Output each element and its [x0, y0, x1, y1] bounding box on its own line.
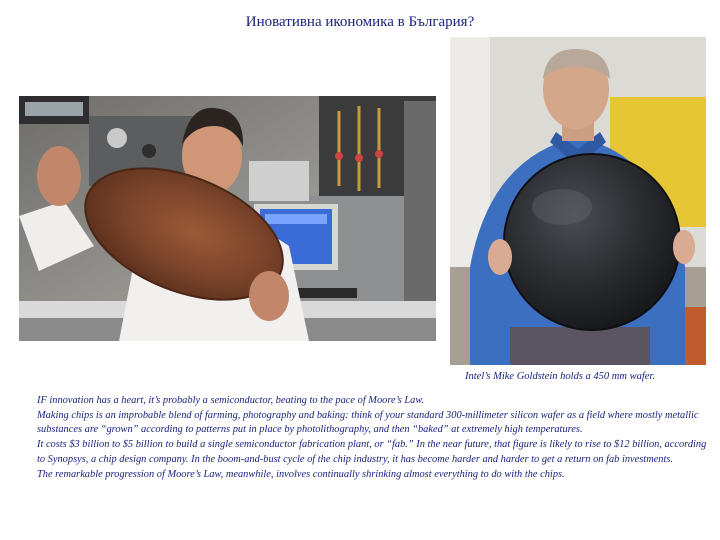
- paragraph: It costs $3 billion to $5 billion to build a single semiconductor fabrication plant, or “fab.” In the near future, that figure is likely to rise to $12 billion, according to Synopsys, a chip design company. In the boom-and-bust cycle of the chip industry, it has become harder and harder to get a return on fab investments.: [37, 439, 707, 465]
- photo-caption: Intel’s Mike Goldstein holds a 450 mm wafer.: [465, 371, 655, 382]
- paragraph: Making chips is an improbable blend of farming, photography and baking: think of your standard 300-millimeter silicon wafer as a field where mostly metallic substances are “grown” according to patterns put in place by photolithography, and then “baked” at extremely high temperatures.: [37, 409, 699, 436]
- goldstein-with-wafer-photo: [450, 37, 706, 365]
- paragraph: The remarkable progression of Moore’s Law, meanwhile, involves continually shrinking almost everything to do with the chips.: [37, 468, 565, 480]
- article-text: [37, 394, 707, 482]
- wafer-photo-illustration: [450, 37, 706, 365]
- engineer-with-wafer-photo: [19, 96, 436, 341]
- slide-title: Иновативна икономика в България?: [245, 14, 475, 30]
- lab-photo-illustration: [19, 96, 436, 341]
- paragraph: IF innovation has a heart, it’s probably a semiconductor, beating to the pace of Moore’s Law.: [37, 395, 425, 406]
